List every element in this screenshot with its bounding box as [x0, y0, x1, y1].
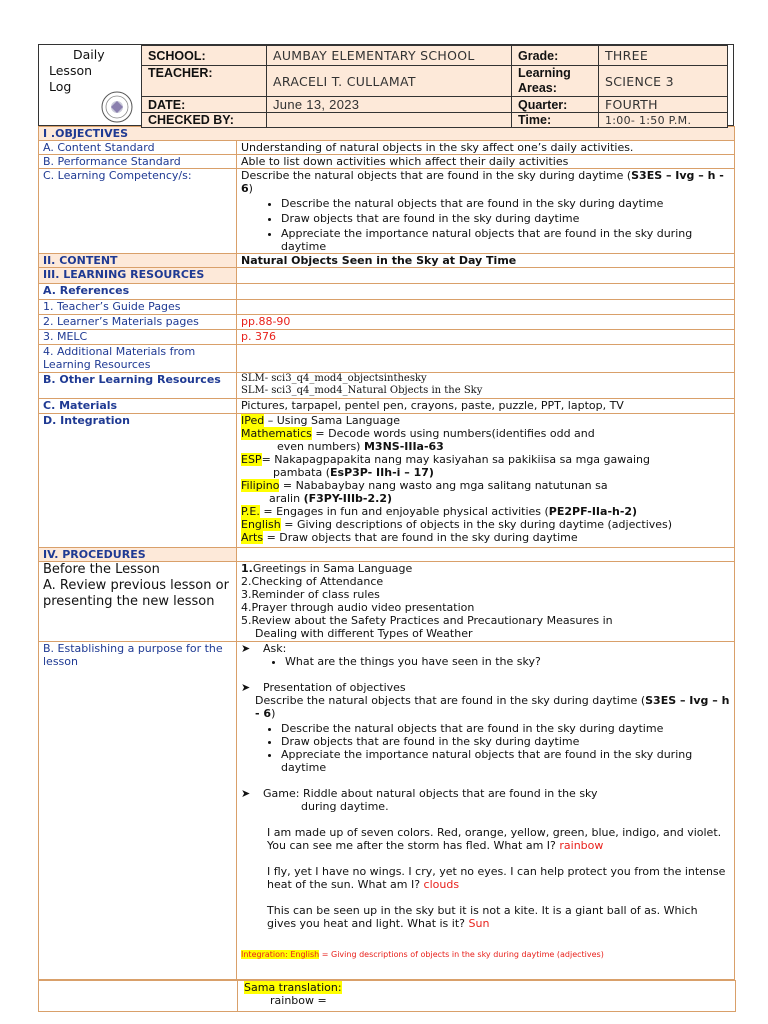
melc-label: 3. MELC: [39, 330, 237, 345]
lesson-log: [38, 44, 734, 980]
grade-label: Grade:: [512, 46, 599, 66]
riddle-3: This can be seen up in the sky but it is not a kite. It is a giant ball of as. Which gives you heat and light. What is it? Sun: [267, 904, 698, 930]
resources-heading: III. LEARNING RESOURCES: [39, 268, 237, 284]
checked-by-value: [267, 113, 512, 128]
grade-value: THREE: [599, 46, 728, 66]
competency-code: S3ES – Ivg – h - 6: [241, 169, 724, 195]
performance-standard-label: B. Performance Standard: [39, 155, 237, 169]
integration-note: Integration: English = Giving descriptions of objects in the sky during daytime (adjectives): [241, 950, 604, 959]
other-resources-label: B. Other Learning Resources: [39, 373, 237, 399]
school-label: SCHOOL:: [142, 46, 267, 66]
quarter-label: Quarter:: [512, 97, 599, 113]
content-standard-value: Understanding of natural objects in the sky affect one’s daily activities.: [237, 141, 735, 155]
sama-translation-cell: [237, 981, 735, 1011]
list-item: • Describe the natural objects that are found in the sky during daytime: [281, 197, 730, 210]
integration-label: D. Integration: [39, 414, 237, 548]
additional-materials-label: 4. Additional Materials from Learning Resources: [39, 345, 237, 373]
doc-title: Daily Lesson Log: [49, 47, 105, 94]
sama-translation-label: Sama translation:: [244, 981, 342, 994]
riddle-3-answer: Sun: [468, 917, 490, 930]
content-value: Natural Objects Seen in the Sky at Day Time: [237, 254, 735, 268]
learning-competency-value: Describe the natural objects that are found in the sky during daytime (S3ES – Ivg – h - 6) • Describe the natural objects that are found in the sky during daytime • Draw objects that are found in the sky during daytime • Appreciate the importance natural objects that are found in the sky during daytime: [237, 169, 735, 254]
riddle-2: I fly, yet I have no wings. I cry, yet no eyes. I can help protect you from the intense heat of the sun. What am I? clouds: [267, 865, 726, 891]
learner-materials-value: pp.88-90: [237, 315, 735, 330]
learner-materials-label: 2. Learner’s Materials pages: [39, 315, 237, 330]
next-page-table: [38, 980, 736, 1012]
teacher-guide-label: 1. Teacher’s Guide Pages: [39, 300, 237, 315]
review-label: A. Review previous lesson or presenting the new lesson: [43, 578, 229, 609]
other-resources-value: SLM- sci3_q4_mod4_objectsinthesky SLM- sci3_q4_mod4_Natural Objects in the Sky: [237, 373, 735, 399]
checked-by-label: CHECKED BY:: [142, 113, 267, 128]
list-item: • Appreciate the importance natural objects that are found in the sky during daytime: [281, 227, 730, 253]
arrow-icon: ➤: [241, 642, 251, 655]
review-value: 1.Greetings in Sama Language 2.Checking of Attendance 3.Reminder of class rules 4.Prayer through audio video presentation 5.Review about the Safety Practices and Precautionary Measures in Dealing with different Types of Weather: [237, 562, 735, 642]
teacher-guide-value: [237, 300, 735, 315]
teacher-label: TEACHER:: [142, 66, 267, 97]
date-label: DATE:: [142, 97, 267, 113]
list-item: • Describe the natural objects that are found in the sky during daytime: [281, 722, 730, 735]
header-table: [141, 45, 728, 128]
purpose-label: B. Establishing a purpose for the lesson: [39, 642, 237, 980]
time-value: 1:00- 1:50 P.M.: [599, 113, 728, 128]
header-logo-area: [39, 45, 141, 125]
review-label-cell: [39, 562, 237, 642]
date-value: June 13, 2023: [267, 97, 512, 113]
list-item: • Draw objects that are found in the sky during daytime: [281, 212, 730, 225]
school-value: AUMBAY ELEMENTARY SCHOOL: [267, 46, 512, 66]
rainbow-translation: rainbow =: [270, 994, 327, 1007]
riddle-2-answer: clouds: [423, 878, 460, 891]
competency-list: [241, 197, 730, 253]
learning-areas-value: SCIENCE 3: [599, 66, 728, 97]
melc-value: p. 376: [237, 330, 735, 345]
learning-areas-label: Learning Areas:: [512, 66, 599, 97]
purpose-value: ➤ Ask: • What are the things you have seen in the sky? ➤ Presentation of objectives Describe the natural objects that are found in the sky during daytime (S3ES – Ivg – h - 6) • Describe the natural objects that are found in the sky during daytime • Draw objects that are found in the sky during daytime • Appreciate the importance natural objects that are found in the sky during daytime ➤ Game: Riddle about natural objects that are found in the sky during daytime. I am made up of seven colors. Red, orange, yellow, green, blue, indigo, and violet. You can see me after the storm has fled. What am I? rainbow I fly, yet I have no wings. I cry, yet no eyes. I can help protect you from the intense heat of the sun. What am I? clouds This can be seen up in the sky but it is not a kite. It is a giant ball of as. Which gives you heat and light. What is it? Sun Integration: English = Giving descriptions of objects in the sky during daytime (adjectives): [237, 642, 735, 980]
before-lesson-label: Before the Lesson: [43, 562, 160, 577]
teacher-value: ARACELI T. CULLAMAT: [267, 66, 512, 97]
lesson-table: [38, 126, 735, 980]
materials-value: Pictures, tarpapel, pentel pen, crayons, paste, puzzle, PPT, laptop, TV: [237, 399, 735, 414]
arrow-icon: ➤: [241, 681, 251, 694]
content-heading: II. CONTENT: [39, 254, 237, 268]
header-block: [38, 44, 734, 126]
objectives-heading: I .OBJECTIVES: [39, 127, 735, 141]
time-label: Time:: [512, 113, 599, 128]
list-item: • Draw objects that are found in the sky during daytime: [281, 735, 730, 748]
arrow-icon: ➤: [241, 787, 251, 800]
performance-standard-value: Able to list down activities which affect their daily activities: [237, 155, 735, 169]
content-standard-label: A. Content Standard: [39, 141, 237, 155]
materials-label: C. Materials: [39, 399, 237, 414]
list-item: • Appreciate the importance natural objects that are found in the sky during daytime: [281, 748, 730, 774]
procedures-heading: IV. PROCEDURES: [39, 548, 237, 562]
integration-value: IPed – Using Sama Language Mathematics = Decode words using numbers(identifies odd and even numbers) M3NS-IIIa-63 ESP= Nakapagpapakita nang may kasiyahan sa pakikiisa sa mga gawaing pambata (EsP3P- IIh-i – 17) Filipino = Nababaybay nang wasto ang mga salitang natutunan sa aralin (F3PY-IIIb-2.2) P.E. = Engages in fun and enjoyable physical activities (PE2PF-IIa-h-2) English = Giving descriptions of objects in the sky during daytime (adjectives) Arts = Draw objects that are found in the sky during daytime: [237, 414, 735, 548]
references-label: A. References: [39, 284, 237, 300]
learning-competency-label: C. Learning Competency/s:: [39, 169, 237, 254]
additional-materials-value: [237, 345, 735, 373]
quarter-value: FOURTH: [599, 97, 728, 113]
riddle-1-answer: rainbow: [559, 839, 604, 852]
riddle-1: I am made up of seven colors. Red, orange, yellow, green, blue, indigo, and violet. You can see me after the storm has fled. What am I? rainbow: [267, 826, 722, 852]
deped-seal-icon: [101, 91, 133, 123]
